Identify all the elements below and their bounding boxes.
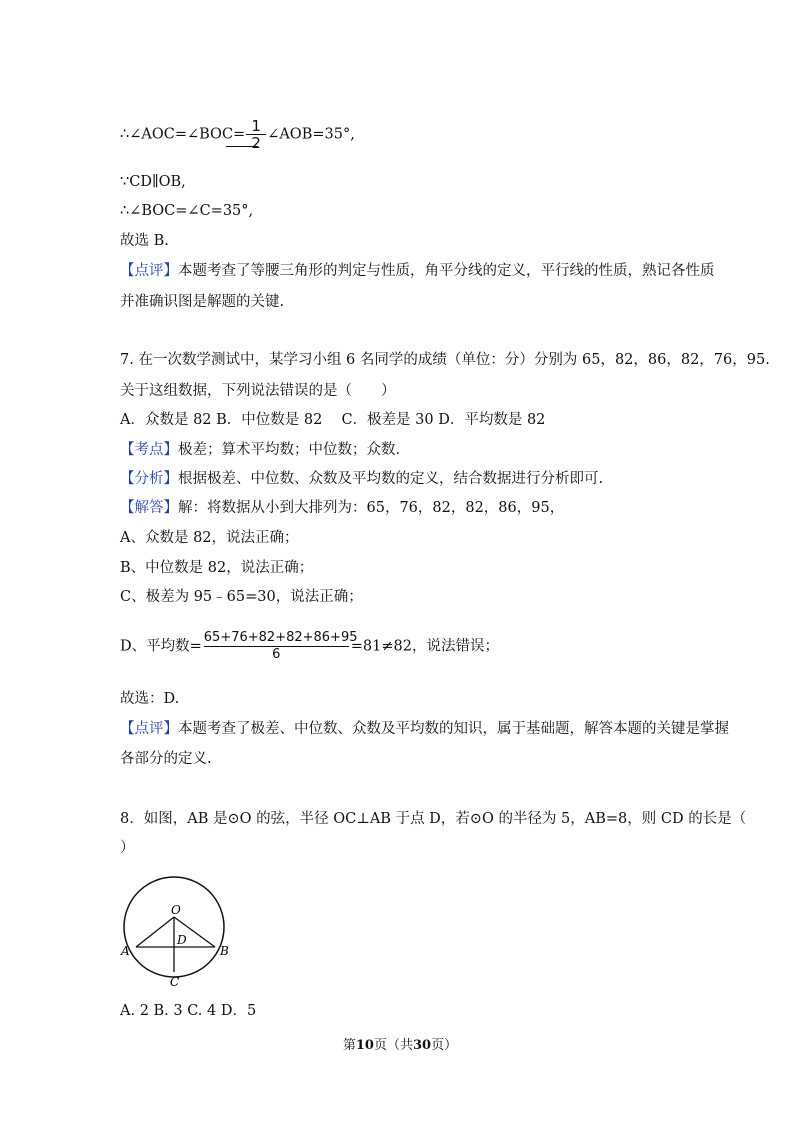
comment-tag: 【点评】	[120, 263, 178, 279]
text: ∴∠AOC=∠BOC=	[120, 126, 246, 143]
question-8-cont: ）	[120, 840, 135, 856]
label-a: A	[121, 944, 130, 958]
line-comment	[120, 261, 715, 281]
line-option-c: C、极差为 95﹣65=30，说法正确；	[120, 589, 363, 605]
question-7: 7. 在一次数学测试中，某学习小组 6 名同学的成绩（单位：分）分别为 65，82，86，82，76，95.	[120, 352, 770, 368]
line-option-d	[120, 630, 499, 663]
circle-figure	[115, 868, 240, 993]
line-jieda	[120, 498, 564, 518]
footer-pre: 第	[342, 1038, 356, 1053]
comment-text: 本题考查了等腰三角形的判定与性质，角平分线的定义，平行线的性质，熟记各性质	[178, 263, 715, 279]
line-angle-boc: ∴∠BOC=∠C=35°,	[120, 203, 254, 219]
question-7-options: A．众数是 82 B．中位数是 82 C．极差是 30 D．平均数是 82	[120, 412, 546, 428]
line-comment-2-cont: 各部分的定义.	[120, 751, 212, 767]
fraction-numerator: 1	[251, 117, 261, 135]
label-b: B	[220, 944, 229, 958]
comment-text: 本题考查了极差、中位数、众数及平均数的知识，属于基础题，解答本题的关键是掌握	[178, 721, 729, 737]
text: ∠AOB=35°,	[267, 126, 355, 143]
label-d: D	[177, 933, 187, 947]
fraction-mean	[203, 630, 358, 663]
line-comment-cont: 并准确识图是解题的关键.	[120, 294, 285, 310]
line-comment-2	[120, 719, 729, 739]
fraction-denominator: 2	[251, 134, 261, 152]
question-7-cont: 关于这组数据，下列说法错误的是（ ）	[120, 383, 396, 399]
comment-tag: 【点评】	[120, 721, 178, 737]
kaodian-text: 极差；算术平均数；中位数；众数．	[178, 442, 410, 458]
fraction-denominator: 6	[272, 647, 281, 662]
line-option-a: A、众数是 82，说法正确；	[120, 530, 299, 546]
footer-post: 页）	[431, 1038, 458, 1053]
footer-mid: 页（共	[373, 1038, 413, 1053]
label-c: C	[170, 975, 180, 989]
jieda-text: 解：将数据从小到大排列为：65，76，82，82，86，95，	[178, 500, 565, 516]
line-fenxi	[120, 469, 603, 489]
line-kaodian	[120, 440, 410, 460]
footer-total-pages: 30	[413, 1038, 432, 1053]
line-cd-parallel: ∵CD∥OB,	[120, 174, 186, 190]
line-select-d: 故选：D.	[120, 691, 180, 707]
fenxi-tag: 【分析】	[120, 471, 178, 487]
line-answer-b: 故选 B.	[120, 233, 169, 249]
question-8-options: A. 2 B. 3 C. 4 D．5	[120, 1003, 257, 1019]
jieda-tag: 【解答】	[120, 500, 178, 516]
question-8: 8．如图，AB 是⊙O 的弦，半径 OC⊥AB 于点 D，若⊙O 的半径为 5，AB=8，则 CD 的长是（	[120, 811, 747, 827]
fraction-underline	[226, 146, 258, 147]
text: =81≠82，说法错误；	[350, 638, 499, 655]
footer-page-number: 10	[355, 1038, 374, 1053]
label-o: O	[171, 903, 181, 917]
line-option-b: B、中位数是 82，说法正确；	[120, 560, 314, 576]
text: D、平均数=	[120, 638, 202, 655]
kaodian-tag: 【考点】	[120, 442, 178, 458]
fraction-numerator: 65+76+82+82+86+95	[203, 630, 358, 645]
radius-oa	[136, 917, 174, 947]
fenxi-text: 根据极差、中位数、众数及平均数的定义，结合数据进行分析即可.	[178, 471, 604, 487]
page-footer	[0, 1034, 800, 1053]
